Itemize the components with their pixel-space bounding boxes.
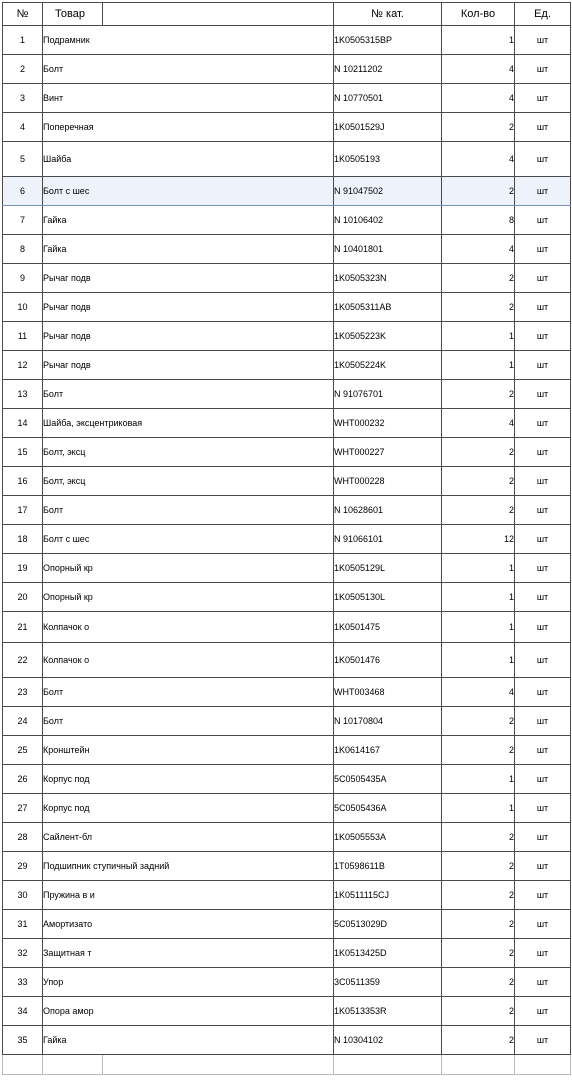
cell-cat[interactable]: N 10106402	[334, 206, 442, 235]
empty-cell[interactable]	[334, 1055, 442, 1075]
cell-name[interactable]: Опорный кр	[43, 554, 334, 583]
cell-name[interactable]: Подрамник	[43, 26, 334, 55]
cell-num[interactable]: 12	[3, 351, 43, 380]
empty-cell[interactable]	[3, 1055, 43, 1075]
cell-qty[interactable]: 4	[442, 235, 515, 264]
cell-name[interactable]: Упор	[43, 968, 334, 997]
cell-num[interactable]: 33	[3, 968, 43, 997]
cell-unit[interactable]: шт	[515, 583, 571, 612]
table-row[interactable]	[3, 438, 571, 467]
cell-name[interactable]: Болт	[43, 55, 334, 84]
cell-unit[interactable]: шт	[515, 678, 571, 707]
cell-cat[interactable]: 1K0501475	[334, 612, 442, 643]
table-row[interactable]	[3, 55, 571, 84]
cell-name[interactable]: Гайка	[43, 206, 334, 235]
cell-cat[interactable]: 3C0511359	[334, 968, 442, 997]
table-row[interactable]	[3, 707, 571, 736]
cell-name[interactable]: Гайка	[43, 235, 334, 264]
cell-unit[interactable]: шт	[515, 554, 571, 583]
cell-unit[interactable]: шт	[515, 707, 571, 736]
table-row[interactable]	[3, 380, 571, 409]
cell-name[interactable]: Болт	[43, 380, 334, 409]
table-row[interactable]	[3, 678, 571, 707]
cell-qty[interactable]: 8	[442, 206, 515, 235]
cell-cat[interactable]: 1K0505323N	[334, 264, 442, 293]
cell-name[interactable]: Защитная т	[43, 939, 334, 968]
cell-cat[interactable]: N 10628601	[334, 496, 442, 525]
empty-cell[interactable]	[103, 1055, 334, 1075]
table-row[interactable]	[3, 409, 571, 438]
cell-qty[interactable]: 2	[442, 939, 515, 968]
cell-name[interactable]: Кронштейн	[43, 736, 334, 765]
cell-qty[interactable]: 2	[442, 496, 515, 525]
cell-qty[interactable]: 2	[442, 968, 515, 997]
cell-name[interactable]: Рычаг подв	[43, 351, 334, 380]
cell-num[interactable]: 35	[3, 1026, 43, 1055]
cell-num[interactable]: 31	[3, 910, 43, 939]
table-row[interactable]	[3, 206, 571, 235]
cell-unit[interactable]: шт	[515, 794, 571, 823]
cell-name[interactable]: Винт	[43, 84, 334, 113]
cell-num[interactable]: 30	[3, 881, 43, 910]
cell-qty[interactable]: 2	[442, 707, 515, 736]
cell-num[interactable]: 13	[3, 380, 43, 409]
header-unit[interactable]: Ед.	[515, 3, 571, 26]
header-cat[interactable]: № кат.	[334, 3, 442, 26]
cell-num[interactable]: 25	[3, 736, 43, 765]
header-name-extra[interactable]	[103, 3, 334, 26]
cell-name[interactable]: Опорный кр	[43, 583, 334, 612]
table-row[interactable]	[3, 177, 571, 206]
cell-cat[interactable]: N 91047502	[334, 177, 442, 206]
table-row[interactable]	[3, 765, 571, 794]
cell-num[interactable]: 6	[3, 177, 43, 206]
cell-qty[interactable]: 2	[442, 177, 515, 206]
parts-table	[2, 2, 571, 1075]
table-row[interactable]	[3, 1026, 571, 1055]
cell-unit[interactable]: шт	[515, 852, 571, 881]
cell-unit[interactable]: шт	[515, 765, 571, 794]
cell-unit[interactable]: шт	[515, 293, 571, 322]
cell-cat[interactable]: 1K0505130L	[334, 583, 442, 612]
cell-qty[interactable]: 4	[442, 678, 515, 707]
cell-unit[interactable]: шт	[515, 235, 571, 264]
cell-unit[interactable]: шт	[515, 380, 571, 409]
table-row[interactable]	[3, 823, 571, 852]
cell-cat[interactable]: N 10770501	[334, 84, 442, 113]
cell-cat[interactable]: 1K0505553A	[334, 823, 442, 852]
cell-name[interactable]: Пружина в и	[43, 881, 334, 910]
cell-num[interactable]: 2	[3, 55, 43, 84]
cell-qty[interactable]: 2	[442, 467, 515, 496]
table-row[interactable]	[3, 554, 571, 583]
table-row[interactable]	[3, 293, 571, 322]
cell-unit[interactable]: шт	[515, 438, 571, 467]
cell-qty[interactable]: 1	[442, 322, 515, 351]
cell-name[interactable]: Болт, эксц	[43, 467, 334, 496]
cell-name[interactable]: Болт, эксц	[43, 438, 334, 467]
header-name[interactable]: Товар	[43, 3, 103, 26]
table-row[interactable]	[3, 583, 571, 612]
table-row[interactable]	[3, 264, 571, 293]
cell-num[interactable]: 9	[3, 264, 43, 293]
cell-unit[interactable]: шт	[515, 1026, 571, 1055]
table-row[interactable]	[3, 496, 571, 525]
table-row[interactable]	[3, 467, 571, 496]
table-row[interactable]	[3, 113, 571, 142]
cell-cat[interactable]: 1K0501529J	[334, 113, 442, 142]
cell-name[interactable]: Амортизато	[43, 910, 334, 939]
cell-cat[interactable]: 5C0513029D	[334, 910, 442, 939]
empty-cell[interactable]	[442, 1055, 515, 1075]
cell-qty[interactable]: 2	[442, 438, 515, 467]
table-row[interactable]	[3, 939, 571, 968]
cell-qty[interactable]: 1	[442, 26, 515, 55]
cell-cat[interactable]: WHT000232	[334, 409, 442, 438]
cell-num[interactable]: 5	[3, 142, 43, 177]
cell-unit[interactable]: шт	[515, 736, 571, 765]
cell-num[interactable]: 10	[3, 293, 43, 322]
table-body	[3, 26, 571, 1075]
table-row[interactable]	[3, 322, 571, 351]
cell-cat[interactable]: 1K0505315BP	[334, 26, 442, 55]
cell-unit[interactable]: шт	[515, 823, 571, 852]
cell-unit[interactable]: шт	[515, 643, 571, 678]
cell-name[interactable]: Поперечная	[43, 113, 334, 142]
table-row[interactable]	[3, 736, 571, 765]
cell-num[interactable]: 3	[3, 84, 43, 113]
cell-name[interactable]: Шайба	[43, 142, 334, 177]
cell-qty[interactable]: 2	[442, 264, 515, 293]
cell-cat[interactable]: 1K0505223K	[334, 322, 442, 351]
cell-qty[interactable]: 4	[442, 55, 515, 84]
cell-unit[interactable]: шт	[515, 496, 571, 525]
empty-cell[interactable]	[515, 1055, 571, 1075]
cell-qty[interactable]: 2	[442, 881, 515, 910]
cell-qty[interactable]: 2	[442, 736, 515, 765]
cell-qty[interactable]: 2	[442, 910, 515, 939]
cell-qty[interactable]: 1	[442, 554, 515, 583]
cell-name[interactable]: Рычаг подв	[43, 322, 334, 351]
cell-num[interactable]: 34	[3, 997, 43, 1026]
cell-qty[interactable]: 1	[442, 612, 515, 643]
table-row[interactable]	[3, 26, 571, 55]
cell-unit[interactable]: шт	[515, 322, 571, 351]
cell-cat[interactable]: N 91066101	[334, 525, 442, 554]
cell-cat[interactable]: WHT000228	[334, 467, 442, 496]
cell-cat[interactable]: N 10304102	[334, 1026, 442, 1055]
cell-num[interactable]: 29	[3, 852, 43, 881]
cell-num[interactable]: 8	[3, 235, 43, 264]
cell-cat[interactable]: N 10401801	[334, 235, 442, 264]
cell-unit[interactable]: шт	[515, 84, 571, 113]
cell-name[interactable]: Болт с шес	[43, 177, 334, 206]
cell-num[interactable]: 20	[3, 583, 43, 612]
cell-name[interactable]: Колпачок о	[43, 612, 334, 643]
cell-cat[interactable]: N 10170804	[334, 707, 442, 736]
cell-cat[interactable]: 1T0598611B	[334, 852, 442, 881]
cell-qty[interactable]: 1	[442, 351, 515, 380]
cell-cat[interactable]: 1K0511115CJ	[334, 881, 442, 910]
cell-num[interactable]: 15	[3, 438, 43, 467]
cell-cat[interactable]: 1K0614167	[334, 736, 442, 765]
cell-num[interactable]: 17	[3, 496, 43, 525]
cell-cat[interactable]: N 91076701	[334, 380, 442, 409]
cell-cat[interactable]: 1K0505129L	[334, 554, 442, 583]
cell-name[interactable]: Корпус под	[43, 794, 334, 823]
cell-unit[interactable]: шт	[515, 26, 571, 55]
table-row[interactable]	[3, 643, 571, 678]
cell-num[interactable]: 14	[3, 409, 43, 438]
cell-qty[interactable]: 4	[442, 84, 515, 113]
table-row[interactable]	[3, 910, 571, 939]
cell-unit[interactable]: шт	[515, 55, 571, 84]
cell-cat[interactable]: 1K0501476	[334, 643, 442, 678]
cell-unit[interactable]: шт	[515, 264, 571, 293]
cell-name[interactable]: Рычаг подв	[43, 293, 334, 322]
cell-unit[interactable]: шт	[515, 467, 571, 496]
table-row[interactable]	[3, 351, 571, 380]
cell-qty[interactable]: 2	[442, 997, 515, 1026]
cell-num[interactable]: 22	[3, 643, 43, 678]
table-row[interactable]	[3, 794, 571, 823]
cell-unit[interactable]: шт	[515, 968, 571, 997]
cell-qty[interactable]: 4	[442, 409, 515, 438]
cell-qty[interactable]: 2	[442, 380, 515, 409]
cell-cat[interactable]: 5C0505435A	[334, 765, 442, 794]
cell-name[interactable]: Болт с шес	[43, 525, 334, 554]
cell-num[interactable]: 7	[3, 206, 43, 235]
cell-qty[interactable]: 1	[442, 583, 515, 612]
cell-unit[interactable]: шт	[515, 206, 571, 235]
cell-qty[interactable]: 2	[442, 823, 515, 852]
cell-name[interactable]: Гайка	[43, 1026, 334, 1055]
empty-cell[interactable]	[43, 1055, 103, 1075]
header-row	[3, 3, 571, 26]
cell-unit[interactable]: шт	[515, 177, 571, 206]
cell-cat[interactable]: 1K0505193	[334, 142, 442, 177]
cell-unit[interactable]: шт	[515, 525, 571, 554]
cell-name[interactable]: Рычаг подв	[43, 264, 334, 293]
cell-name[interactable]: Болт	[43, 496, 334, 525]
cell-num[interactable]: 27	[3, 794, 43, 823]
cell-name[interactable]: Болт	[43, 707, 334, 736]
cell-cat[interactable]: 1K0505311AB	[334, 293, 442, 322]
cell-qty[interactable]: 1	[442, 765, 515, 794]
cell-unit[interactable]: шт	[515, 351, 571, 380]
table-row[interactable]	[3, 525, 571, 554]
cell-cat[interactable]: WHT000227	[334, 438, 442, 467]
table-row[interactable]	[3, 968, 571, 997]
cell-qty[interactable]: 2	[442, 1026, 515, 1055]
table-row[interactable]	[3, 997, 571, 1026]
cell-name[interactable]: Сайлент-бл	[43, 823, 334, 852]
cell-num[interactable]: 23	[3, 678, 43, 707]
cell-cat[interactable]: 1K0513353R	[334, 997, 442, 1026]
empty-row[interactable]	[3, 1055, 571, 1075]
cell-name[interactable]: Опора амор	[43, 997, 334, 1026]
cell-num[interactable]: 28	[3, 823, 43, 852]
cell-num[interactable]: 16	[3, 467, 43, 496]
cell-unit[interactable]: шт	[515, 881, 571, 910]
header-num[interactable]: №	[3, 3, 43, 26]
table-row[interactable]	[3, 84, 571, 113]
cell-unit[interactable]: шт	[515, 409, 571, 438]
cell-num[interactable]: 11	[3, 322, 43, 351]
cell-qty[interactable]: 2	[442, 852, 515, 881]
cell-num[interactable]: 18	[3, 525, 43, 554]
cell-unit[interactable]: шт	[515, 910, 571, 939]
table-row[interactable]	[3, 235, 571, 264]
cell-num[interactable]: 19	[3, 554, 43, 583]
cell-unit[interactable]: шт	[515, 939, 571, 968]
cell-num[interactable]: 4	[3, 113, 43, 142]
cell-cat[interactable]: 1K0513425D	[334, 939, 442, 968]
cell-name[interactable]: Шайба, эксцентриковая	[43, 409, 334, 438]
cell-qty[interactable]: 2	[442, 293, 515, 322]
cell-qty[interactable]: 1	[442, 794, 515, 823]
cell-name[interactable]: Корпус под	[43, 765, 334, 794]
table-row[interactable]	[3, 852, 571, 881]
cell-qty[interactable]: 12	[442, 525, 515, 554]
cell-name[interactable]: Болт	[43, 678, 334, 707]
cell-unit[interactable]: шт	[515, 113, 571, 142]
table-row[interactable]	[3, 881, 571, 910]
cell-num[interactable]: 26	[3, 765, 43, 794]
cell-cat[interactable]: 5C0505436A	[334, 794, 442, 823]
cell-num[interactable]: 24	[3, 707, 43, 736]
cell-unit[interactable]: шт	[515, 142, 571, 177]
cell-num[interactable]: 1	[3, 26, 43, 55]
header-qty[interactable]: Кол-во	[442, 3, 515, 26]
cell-qty[interactable]: 2	[442, 113, 515, 142]
cell-cat[interactable]: WHT003468	[334, 678, 442, 707]
table-row[interactable]	[3, 142, 571, 177]
table-row[interactable]	[3, 612, 571, 643]
cell-num[interactable]: 32	[3, 939, 43, 968]
cell-name[interactable]: Подшипник ступичный задний	[43, 852, 334, 881]
cell-unit[interactable]: шт	[515, 997, 571, 1026]
cell-cat[interactable]: N 10211202	[334, 55, 442, 84]
cell-qty[interactable]: 4	[442, 142, 515, 177]
cell-num[interactable]: 21	[3, 612, 43, 643]
cell-name[interactable]: Колпачок о	[43, 643, 334, 678]
cell-unit[interactable]: шт	[515, 612, 571, 643]
cell-cat[interactable]: 1K0505224K	[334, 351, 442, 380]
cell-qty[interactable]: 1	[442, 643, 515, 678]
